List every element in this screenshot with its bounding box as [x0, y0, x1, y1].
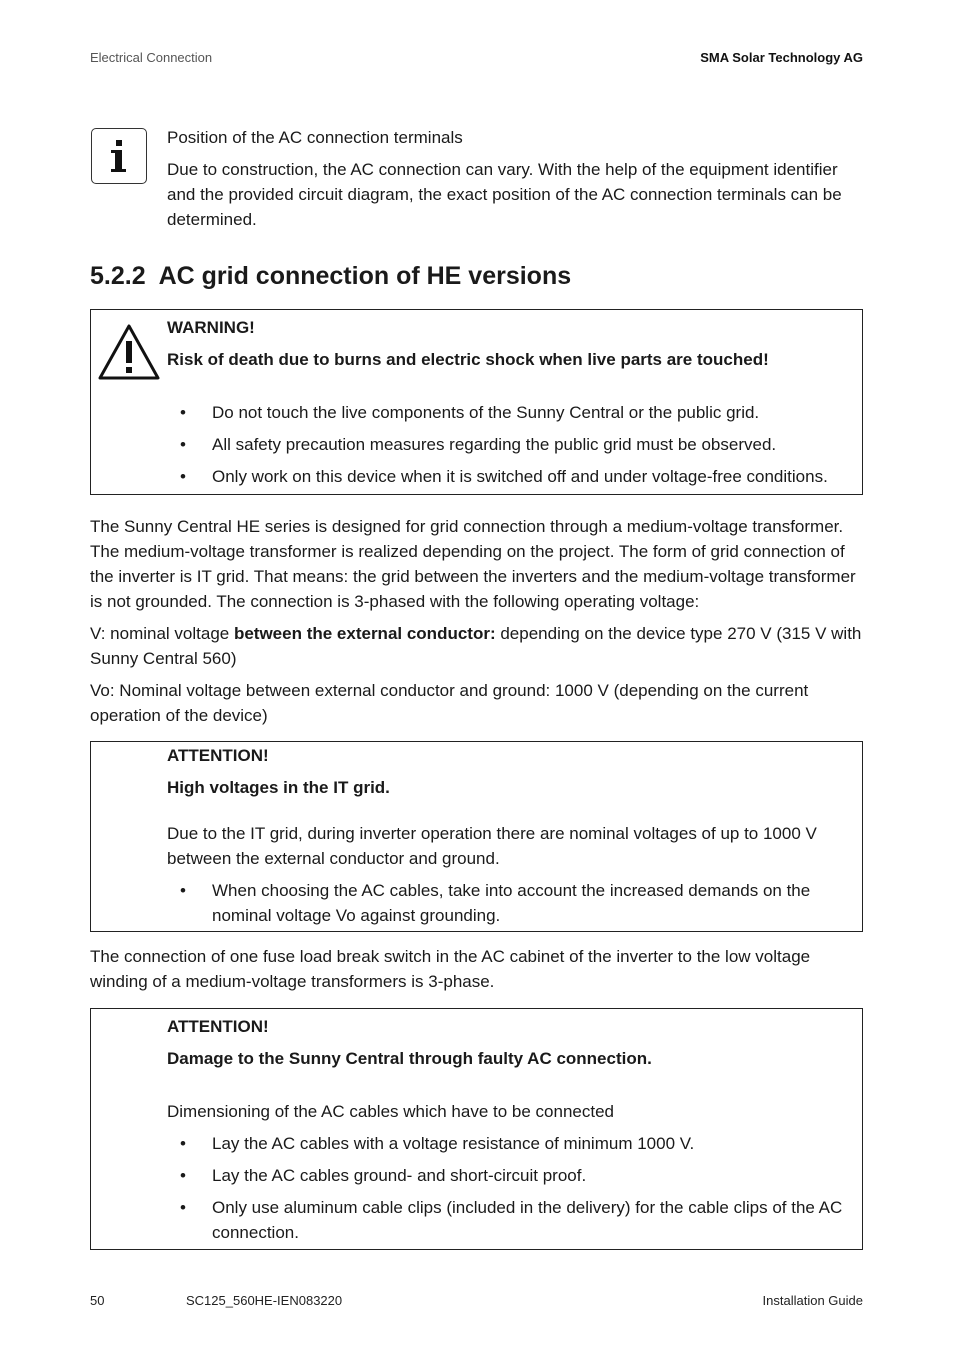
running-header-company: SMA Solar Technology AG: [700, 50, 863, 65]
attention-bullet: •: [180, 1166, 186, 1185]
attention-label: ATTENTION!: [167, 746, 269, 765]
attention-text: Dimensioning of the AC cables which have to be connected: [167, 1102, 614, 1121]
body-paragraph: Vo: Nominal voltage between external conductor and ground: 1000 V (depending on the current operation of the device): [90, 681, 809, 725]
warning-item: Only work on this device when it is switched off and under voltage-free conditions.: [212, 467, 828, 486]
attention-bullet: •: [180, 1198, 186, 1217]
voltage-bold: between the external conductor:: [233, 624, 496, 643]
voltage-suffix: depending on the device type 270 V (315 V with Sunny Central 560): [90, 624, 862, 668]
warning-headline: Risk of death due to burns and electric shock when live parts are touched!: [167, 350, 769, 369]
warning-item: Do not touch the live components of the Sunny Central or the public grid.: [212, 403, 760, 422]
warning-triangle-icon: [96, 322, 162, 387]
document-id: SC125_560HE-IEN083220: [186, 1293, 343, 1308]
page-number: 50: [90, 1293, 105, 1308]
running-header-section: Electrical Connection: [90, 50, 213, 65]
attention-item: When choosing the AC cables, take into account the increased demands on the nominal voltage Vo against grounding.: [212, 881, 811, 925]
voltage-prefix: V: nominal voltage: [90, 624, 234, 643]
body-paragraph: [90, 621, 862, 671]
attention-item: Lay the AC cables with a voltage resistance of minimum 1000 V.: [212, 1134, 695, 1153]
attention-item: Only use aluminum cable clips (included in the delivery) for the cable clips of the AC connection.: [212, 1198, 843, 1242]
attention-text: Due to the IT grid, during inverter operation there are nominal voltages of up to 1000 V between the external conductor and ground.: [167, 824, 817, 868]
body-paragraph: The Sunny Central HE series is designed for grid connection through a medium-voltage transformer. The medium-voltage transformer is realized depending on the project. The form of grid connection of the inverter is IT grid. That means: the grid between the inverters and the medium-voltage transformer is not grounded. The connection is 3-phased with the following operating voltage:: [90, 517, 856, 611]
attention-label: ATTENTION!: [167, 1017, 269, 1036]
attention-headline: High voltages in the IT grid.: [167, 778, 390, 797]
attention-headline: Damage to the Sunny Central through faulty AC connection.: [167, 1049, 652, 1068]
warning-bullet: •: [180, 435, 186, 454]
body-paragraph: The connection of one fuse load break switch in the AC cabinet of the inverter to the low voltage winding of a medium-voltage transformers is 3-phase.: [90, 947, 811, 991]
attention-item: Lay the AC cables ground- and short-circuit proof.: [212, 1166, 587, 1185]
info-icon: [91, 128, 147, 184]
document-type: Installation Guide: [762, 1293, 863, 1308]
warning-bullet: •: [180, 467, 186, 486]
warning-bullet: •: [180, 403, 186, 422]
section-heading: 5.2.2 AC grid connection of HE versions: [90, 262, 572, 290]
warning-item: All safety precaution measures regarding the public grid must be observed.: [212, 435, 777, 454]
info-note-text: Due to construction, the AC connection can vary. With the help of the equipment identifier and the provided circuit diagram, the exact position of the AC connection terminals can be determined.: [167, 160, 842, 229]
warning-label: WARNING!: [167, 318, 255, 337]
info-note-title: Position of the AC connection terminals: [167, 128, 463, 147]
attention-bullet: •: [180, 881, 186, 900]
attention-bullet: •: [180, 1134, 186, 1153]
